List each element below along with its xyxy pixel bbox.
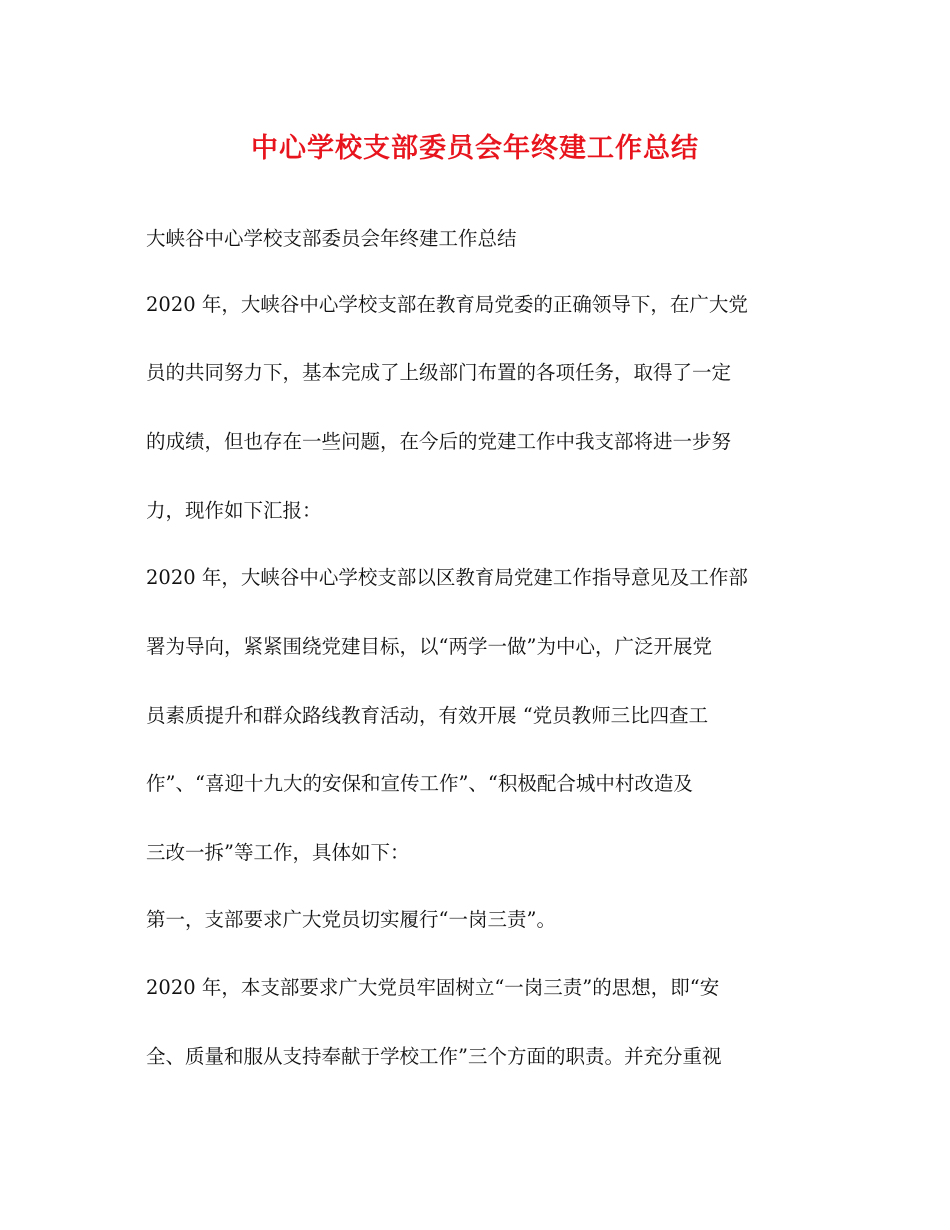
body-line: 署为导向，紧紧围绕党建目标，以“两学一做”为中心，广泛开展党	[146, 635, 712, 658]
body-line: 2020 年，本支部要求广大党员牢固树立“一岗三责”的思想，即“安	[146, 976, 720, 999]
body-line: 力，现作如下汇报：	[146, 499, 322, 522]
body-line: 的成绩，但也存在一些问题，在今后的党建工作中我支部将进一步努	[146, 430, 732, 453]
body-line: 作”、“喜迎十九大的安保和宣传工作”、“积极配合城中村改造及	[146, 772, 693, 795]
body-line: 2020 年，大峡谷中心学校支部在教育局党委的正确领导下，在广大党	[146, 293, 748, 316]
body-line: 三改一拆”等工作，具体如下：	[146, 841, 410, 864]
body-line: 全、质量和服从支持奉献于学校工作”三个方面的职责。并充分重视	[146, 1045, 722, 1068]
body-line: 第一，支部要求广大党员切实履行“一岗三责”。	[146, 908, 556, 931]
document-title: 中心学校支部委员会年终建工作总结	[251, 133, 699, 164]
body-line: 员的共同努力下，基本完成了上级部门布置的各项任务，取得了一定	[146, 361, 732, 384]
body-line: 2020 年，大峡谷中心学校支部以区教育局党建工作指导意见及工作部	[146, 566, 748, 589]
body-line: 员素质提升和群众路线教育活动，有效开展 “党员教师三比四查工	[146, 704, 709, 727]
subtitle-line: 大峡谷中心学校支部委员会年终建工作总结	[146, 227, 517, 250]
